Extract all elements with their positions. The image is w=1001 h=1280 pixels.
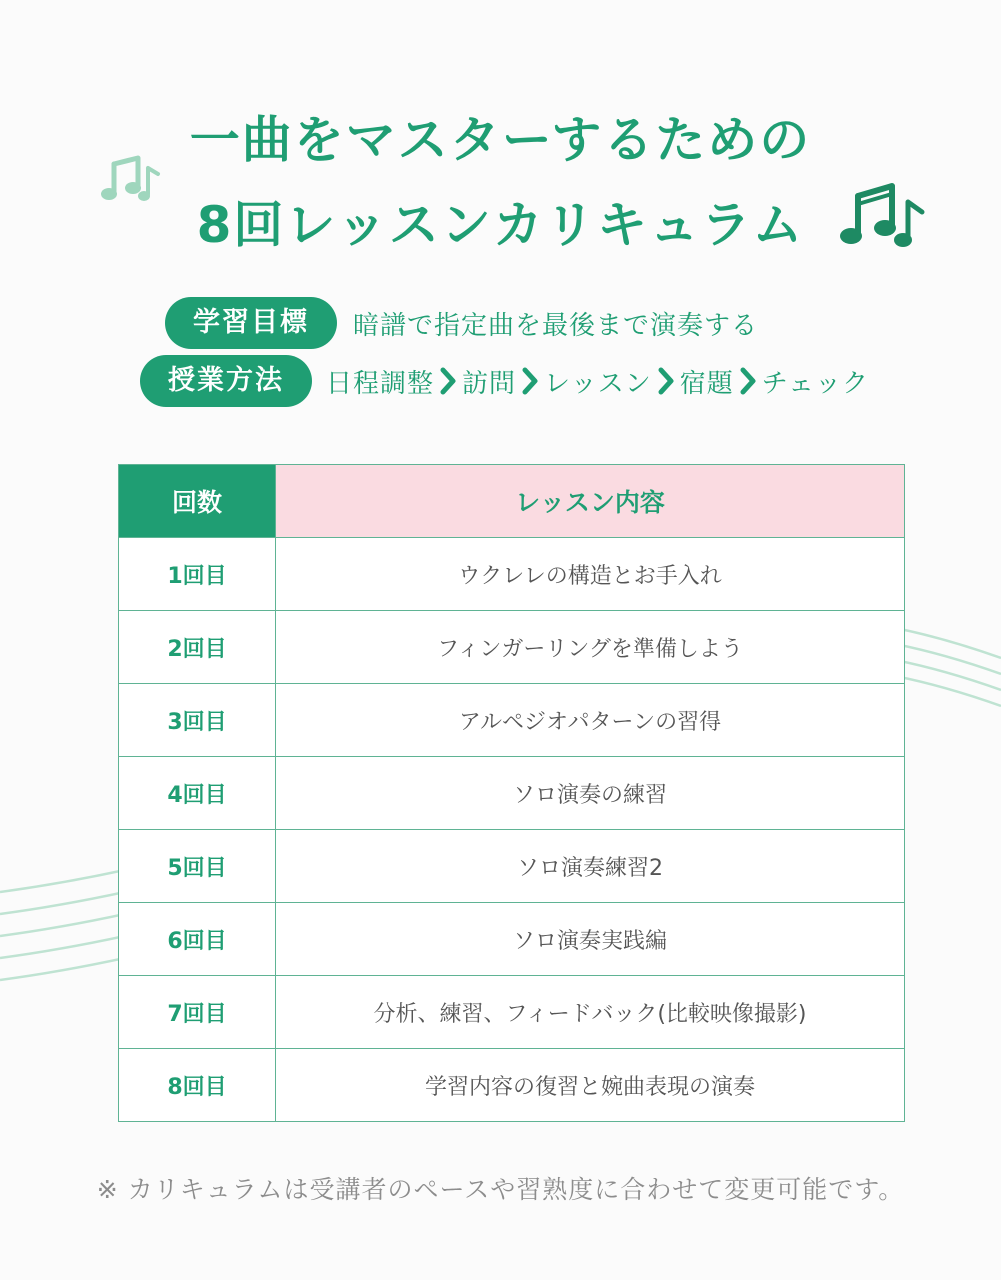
page-title-line1: 一曲をマスターするための	[189, 111, 812, 169]
lesson-content: ウクレレの構造とお手入れ	[276, 538, 905, 611]
table-header-row	[119, 465, 905, 538]
lesson-content: ソロ演奏実践編	[276, 903, 905, 976]
lesson-number: 2回目	[119, 611, 276, 684]
lesson-number: 3回目	[119, 684, 276, 757]
lesson-content: 分析、練習、フィードバック(比較映像撮影)	[276, 976, 905, 1049]
goal-row	[165, 297, 758, 349]
table-row	[119, 976, 905, 1049]
curriculum-table	[118, 464, 905, 1122]
lesson-content: ソロ演奏練習2	[276, 830, 905, 903]
arrow-right-icon	[522, 367, 538, 395]
table-row	[119, 830, 905, 903]
goal-text: 暗譜で指定曲を最後まで演奏する	[353, 310, 759, 341]
arrow-right-icon	[440, 367, 456, 395]
lesson-number: 5回目	[119, 830, 276, 903]
method-row	[140, 355, 869, 407]
lesson-content: フィンガーリングを準備しよう	[276, 611, 905, 684]
header-content: レッスン内容	[276, 465, 905, 538]
table-row	[119, 757, 905, 830]
header-number: 回数	[119, 465, 276, 538]
lesson-number: 7回目	[119, 976, 276, 1049]
table-row	[119, 1049, 905, 1122]
lesson-content: ソロ演奏の練習	[276, 757, 905, 830]
method-steps	[326, 363, 869, 400]
method-label: 授業方法	[140, 355, 312, 407]
table-row	[119, 611, 905, 684]
method-step: レッスン	[544, 368, 652, 399]
method-step: 日程調整	[326, 368, 435, 399]
table-row	[119, 538, 905, 611]
lesson-content: 学習内容の復習と婉曲表現の演奏	[276, 1049, 905, 1122]
method-step: 宿題	[679, 368, 734, 399]
lesson-number: 4回目	[119, 757, 276, 830]
method-step: チェック	[761, 368, 870, 399]
lesson-content: アルペジオパターンの習得	[276, 684, 905, 757]
page-title-line2: 8回レッスンカリキュラム	[196, 196, 805, 254]
staff-lines-decoration	[895, 620, 1001, 720]
arrow-right-icon	[740, 367, 756, 395]
lesson-number: 8回目	[119, 1049, 276, 1122]
arrow-right-icon	[658, 367, 674, 395]
goal-label: 学習目標	[165, 297, 337, 349]
lesson-number: 6回目	[119, 903, 276, 976]
table-row	[119, 903, 905, 976]
footnote: ※ カリキュラムは受講者のペースや習熟度に合わせて変更可能です。	[96, 1175, 905, 1204]
staff-lines-decoration	[0, 860, 125, 990]
method-step: 訪問	[462, 368, 517, 399]
lesson-number: 1回目	[119, 538, 276, 611]
table-row	[119, 684, 905, 757]
